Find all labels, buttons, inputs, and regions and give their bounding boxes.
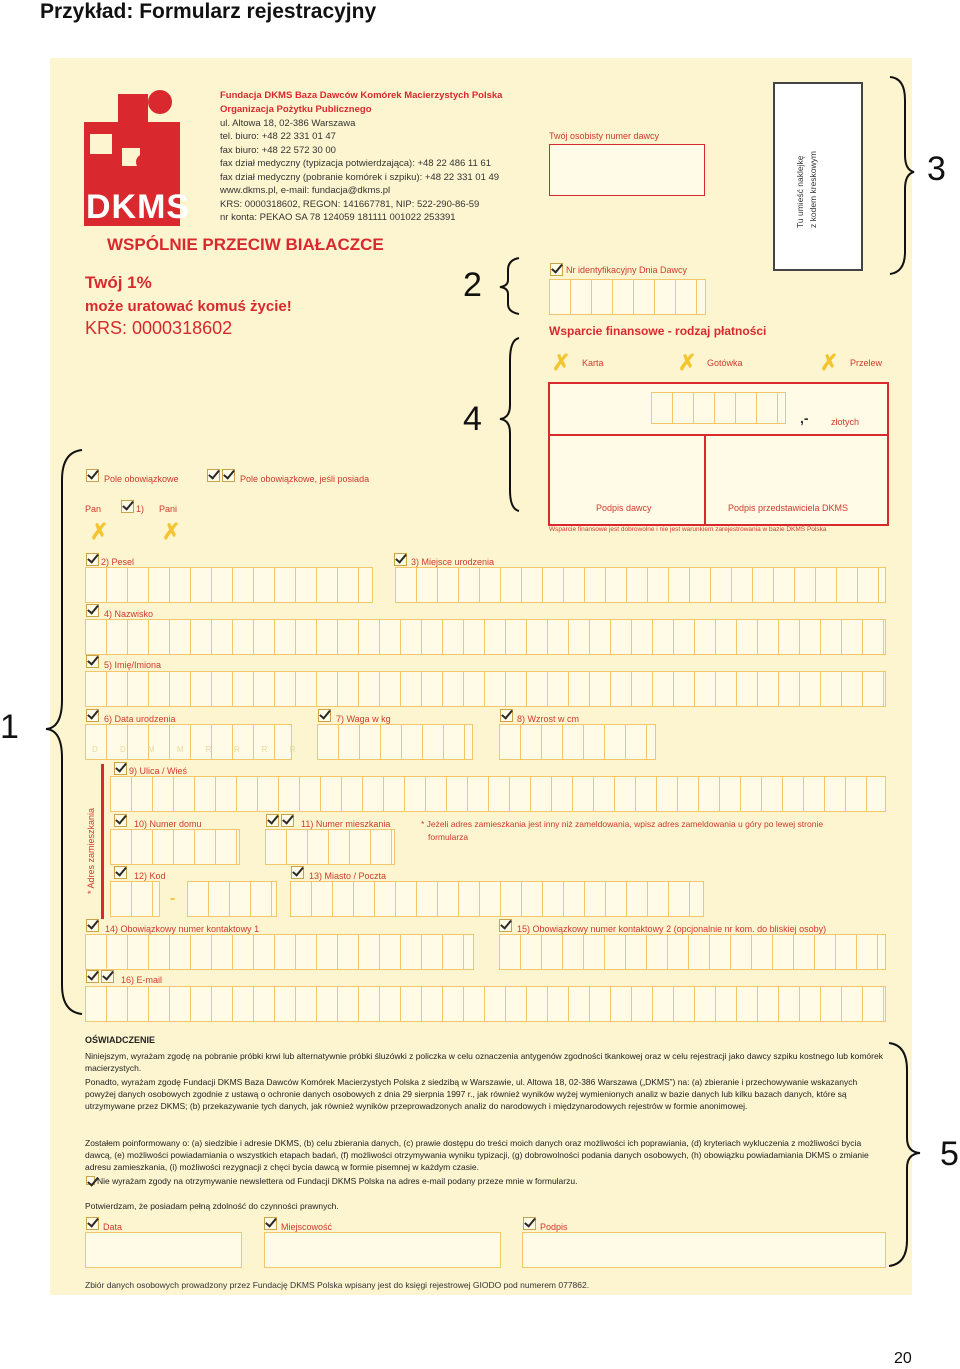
support-note: Wsparcie finansowe jest dobrowolne i nie jest warunkiem zarejestrowania w bazie DKMS Polska: [549, 526, 827, 533]
declaration-p3: Zostałem poinformowany o: (a) siedzibie i adresie DKMS, (b) celu zbierania danych, (c) prawie dostępu do treści moich danych oraz możliwości ich poprawiania, (d) kryteriach wykluczenia z możliwości bycia dawcą, (e) możliwości powiadamiania o wszystkich etapach badań, (f) możliwości otrzymywania wyniku typizacji, (g) dobrowolności podania danych osobowych, (h) obowiązku powiadamiania DKMS o zmianie adresu zamieszkania, (i) możliwości rezygnacji z chęci bycia dawcą w formie pisemnej w każdym czasie.: [85, 1138, 869, 1173]
pani-label: Pani: [159, 504, 178, 514]
legend-required-if: Pole obowiązkowe, jeśli posiada: [240, 474, 370, 484]
promo-text: może uratować komuś życie!: [85, 298, 292, 315]
amount-suffix: ,-: [800, 410, 809, 426]
street-label: 9) Ulica / Wieś: [129, 766, 188, 776]
pesel-label: 2) Pesel: [101, 557, 135, 567]
donor-signature-label: Podpis dawcy: [596, 503, 652, 513]
callout-3: 3: [927, 150, 946, 188]
rep-signature-label: Podpis przedstawiciela DKMS: [728, 503, 849, 513]
declaration-title: OŚWIADCZENIE: [85, 1035, 156, 1045]
org-line-1: Organizacja Pożytku Publicznego: [220, 104, 372, 115]
org-line-0: Fundacja DKMS Baza Dawców Komórek Macierzystych Polska: [220, 90, 503, 101]
promo-krs: KRS: 0000318602: [85, 318, 233, 338]
callout-4: 4: [463, 400, 482, 438]
birthdate-placeholder: D D M M R R R R: [92, 745, 306, 754]
house-label: 10) Numer domu: [134, 819, 202, 829]
field-1-label: 1): [136, 504, 145, 514]
names-label: 5) Imię/Imiona: [104, 660, 162, 670]
event-id-label: Nr identyfikacyjny Dnia Dawcy: [566, 265, 688, 275]
capacity-text: Potwierdzam, że posiadam pełną zdolność do czynności prawnych.: [85, 1201, 339, 1211]
surname-label: 4) Nazwisko: [104, 609, 154, 619]
slogan: WSPÓLNIE PRZECIW BIAŁACZCE: [107, 235, 384, 254]
date-label: Data: [103, 1222, 123, 1232]
declaration-p2: Ponadto, wyrażam zgodę Fundacji DKMS Baza Dawców Komórek Macierzystych Polska z siedzibą w Warszawie, ul. Altowa 18, 02-386 Warszawa („DKMS”) na: (a) zbieranie i przechowywanie wskazanych powyżej danych osobowych zgodnie z ustawą o ochronie danych osobowych z dnia 29 sierpnia 1997 r., jak również wyników wyżej wymienionych analiz w bazie danych lub kilku bazach danych, które są utrzymywane przez DKMS; (b) przekazywanie tych danych, jak również wyników przeprowadzonych analiz do narodowych i międzynarodowych rejestrów w formie anonimowej.: [85, 1077, 858, 1112]
phone2-label: 15) Obowiązkowy numer kontaktowy 2 (opcjonalnie nr kom. do bliskiej osoby): [517, 924, 827, 934]
payment-cash: Gotówka: [707, 358, 743, 368]
pan-x-icon[interactable]: ✗: [90, 519, 109, 544]
org-line-5: fax dział medyczny (typizacja potwierdzająca): +48 22 486 11 61: [220, 158, 491, 169]
newsletter-text: Nie wyrażam zgody na otrzymywanie newslettera od Fundacji DKMS Polska na adres e-mail podany przeze mnie w formularzu.: [97, 1176, 578, 1186]
address-note-2: formularza: [428, 832, 469, 842]
slide-title: Przykład: Formularz rejestracyjny: [40, 0, 377, 23]
org-line-7: www.dkms.pl, e-mail: fundacja@dkms.pl: [220, 185, 391, 196]
sticker-label-2: z kodem kreskowym: [808, 151, 818, 228]
card-x-icon[interactable]: ✗: [552, 350, 571, 375]
transfer-x-icon[interactable]: ✗: [820, 350, 839, 375]
currency-label: złotych: [831, 417, 860, 427]
flat-label: 11) Numer mieszkania: [301, 819, 391, 829]
promo-percent: Twój 1%: [85, 273, 152, 292]
support-title: Wsparcie finansowe - rodzaj płatności: [549, 324, 767, 338]
weight-label: 7) Waga w kg: [336, 714, 391, 724]
payment-card: Karta: [582, 358, 604, 368]
birthdate-label: 6) Data urodzenia: [104, 714, 176, 724]
org-line-2: ul. Altowa 18, 02-386 Warszawa: [220, 118, 356, 129]
postcode-label: 12) Kod: [134, 871, 166, 881]
pan-label: Pan: [85, 504, 102, 514]
giodo-footer: Zbiór danych osobowych prowadzony przez Fundację DKMS Polska wpisany jest do księgi rejestrowej GIODO pod numerem 077862.: [85, 1280, 590, 1290]
address-note-1: * Jeżeli adres zamieszkania jest inny niż zameldowania, wpisz adres zameldowania u góry po lewej stronie: [421, 819, 824, 829]
city-label: 13) Miasto / Poczta: [309, 871, 387, 881]
legend-required: Pole obowiązkowe: [104, 474, 179, 484]
org-line-6: fax dział medyczny (pobranie komórek i szpiku): +48 22 331 01 49: [220, 172, 500, 183]
page-number: 20: [894, 1350, 912, 1367]
payment-transfer: Przelew: [850, 358, 883, 368]
personal-number-label: Twój osobisty numer dawcy: [549, 131, 660, 141]
sticker-label-1: Tu umieść naklejkę: [795, 155, 805, 228]
postcode-dash: -: [170, 890, 176, 907]
org-line-3: tel. biuro: +48 22 331 01 47: [220, 131, 336, 142]
place-label: Miejscowość: [281, 1222, 333, 1232]
birthplace-label: 3) Miejsce urodzenia: [411, 557, 495, 567]
cash-x-icon[interactable]: ✗: [678, 350, 697, 375]
callout-2: 2: [463, 266, 482, 304]
address-side-label: * Adres zamieszkania: [86, 807, 96, 894]
signature-label: Podpis: [540, 1222, 568, 1232]
org-line-8: KRS: 0000318602, REGON: 141667781, NIP: 522-290-86-59: [220, 199, 480, 210]
declaration-p1: Niniejszym, wyrażam zgodę na pobranie próbki krwi lub alternatywnie próbki śluzówki z policzka w celu oznaczenia antygenów zgodności tkankowej oraz w celu rejestracji jako dawcy szpiku kostnego lub komórek macierzystych.: [85, 1051, 883, 1074]
phone1-label: 14) Obowiązkowy numer kontaktowy 1: [105, 924, 260, 934]
logo-text: DKMS: [86, 188, 191, 226]
email-label: 16) E-mail: [121, 975, 163, 985]
org-line-4: fax biuro: +48 22 572 30 00: [220, 145, 336, 156]
callout-5: 5: [940, 1135, 959, 1173]
org-line-9: nr konta: PEKAO SA 78 124059 181111 001022 253391: [220, 212, 456, 223]
callout-1: 1: [0, 708, 19, 746]
height-label: 8) Wzrost w cm: [517, 714, 579, 724]
pani-x-icon[interactable]: ✗: [162, 519, 181, 544]
